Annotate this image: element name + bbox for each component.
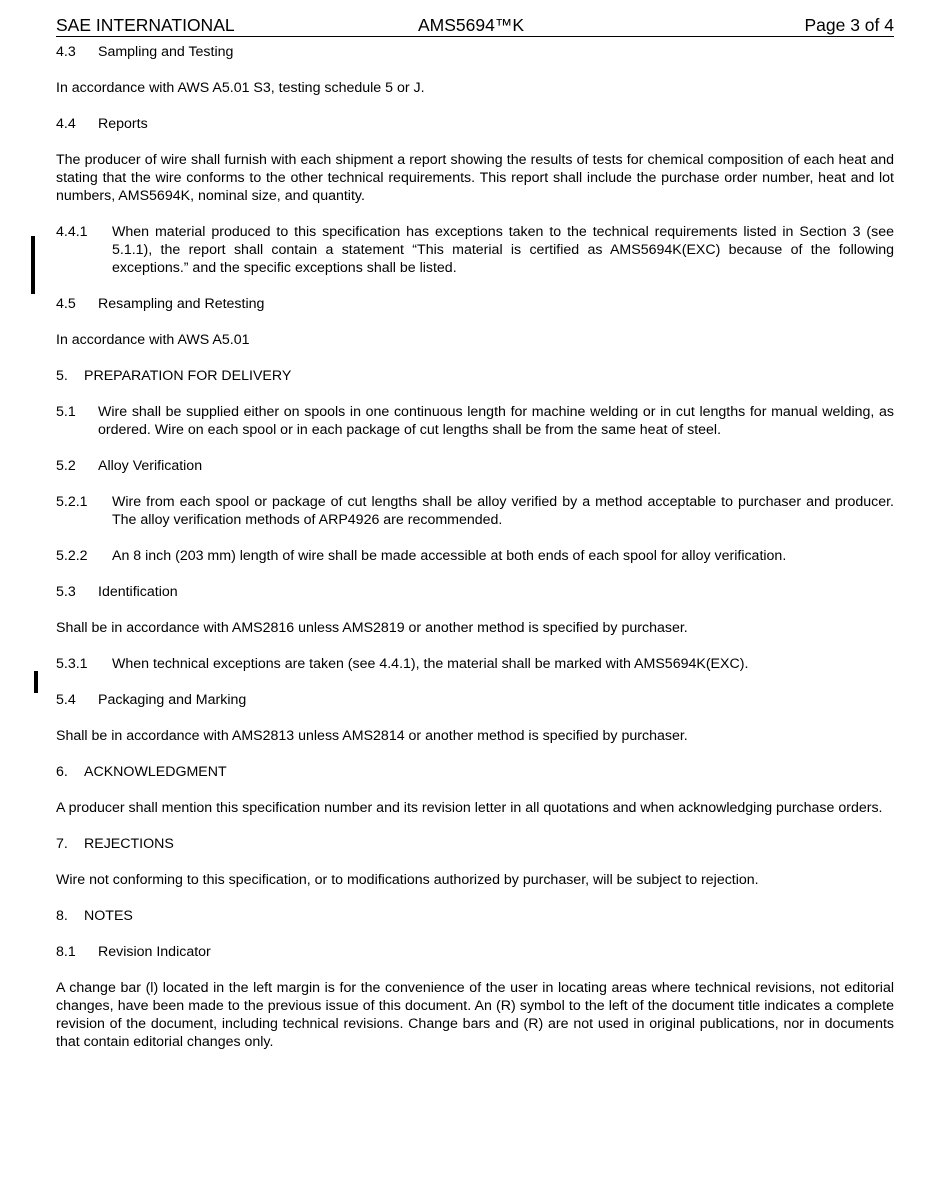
change-bar-5-3-1: [34, 671, 38, 693]
section-heading-4-4: 4.4 Reports: [56, 116, 148, 132]
header-org: SAE INTERNATIONAL: [56, 15, 235, 35]
header-page-number: Page 3 of 4: [804, 15, 894, 35]
section-heading-5-2: 5.2 Alloy Verification: [56, 458, 203, 474]
section-5-2-1: 5.2.1 Wire from each spool or package of cut lengths shall be alloy verified by a method acceptable to purchaser and producer. The alloy verification methods of ARP4926 are recommended.: [56, 494, 894, 528]
paragraph: Shall be in accordance with AMS2816 unless AMS2819 or another method is specified by purchaser.: [56, 620, 688, 636]
section-heading-7: 7. REJECTIONS: [56, 836, 174, 852]
section-heading-8: 8. NOTES: [56, 908, 133, 924]
section-heading-4-3: 4.3 Sampling and Testing: [56, 44, 234, 60]
section-5-3-1: 5.3.1 When technical exceptions are taken (see 4.4.1), the material shall be marked with AMS5694K(EXC).: [56, 656, 749, 672]
section-heading-4-5: 4.5 Resampling and Retesting: [56, 296, 265, 312]
paragraph: A change bar (l) located in the left margin is for the convenience of the user in locating areas where technical revisions, not editorial changes, have been made to the previous issue of this document. An (R) symbol to the left of the document title indicates a complete revision of the document, including technical revisions. Change bars and (R) are not used in original publications, nor in documents that contain editorial changes only.: [56, 980, 894, 1050]
change-bar-4-4-1: [31, 236, 35, 294]
paragraph: A producer shall mention this specification number and its revision letter in all quotations and when acknowledging purchase orders.: [56, 800, 883, 816]
page-header: [56, 14, 894, 37]
section-heading-5-3: 5.3 Identification: [56, 584, 178, 600]
section-heading-6: 6. ACKNOWLEDGMENT: [56, 764, 227, 780]
paragraph: In accordance with AWS A5.01 S3, testing schedule 5 or J.: [56, 80, 425, 96]
section-heading-5-4: 5.4 Packaging and Marking: [56, 692, 247, 708]
section-heading-5: 5. PREPARATION FOR DELIVERY: [56, 368, 292, 384]
section-heading-8-1: 8.1 Revision Indicator: [56, 944, 211, 960]
paragraph: The producer of wire shall furnish with each shipment a report showing the results of tests for chemical composition of each heat and stating that the wire conforms to the other technical requirements. This report shall include the purchase order number, heat and lot numbers, AMS5694K, nominal size, and quantity.: [56, 152, 894, 204]
paragraph: In accordance with AWS A5.01: [56, 332, 250, 348]
header-doc-id: AMS5694™K: [418, 15, 525, 35]
paragraph: Shall be in accordance with AMS2813 unless AMS2814 or another method is specified by purchaser.: [56, 728, 688, 744]
section-5-1: 5.1 Wire shall be supplied either on spools in one continuous length for machine welding or in cut lengths for manual welding, as ordered. Wire on each spool or in each package of cut lengths shall be from the same heat of steel.: [56, 404, 894, 438]
document-page: [56, 14, 894, 1051]
section-5-2-2: 5.2.2 An 8 inch (203 mm) length of wire shall be made accessible at both ends of each spool for alloy verification.: [56, 548, 787, 564]
paragraph: Wire not conforming to this specification, or to modifications authorized by purchaser, will be subject to rejection.: [56, 872, 759, 888]
section-4-4-1: 4.4.1 When material produced to this specification has exceptions taken to the technical requirements listed in Section 3 (see 5.1.1), the report shall contain a statement “This material is certified as AMS5694K(EXC) because of the following exceptions.” and the specific exceptions shall be listed.: [56, 224, 894, 276]
